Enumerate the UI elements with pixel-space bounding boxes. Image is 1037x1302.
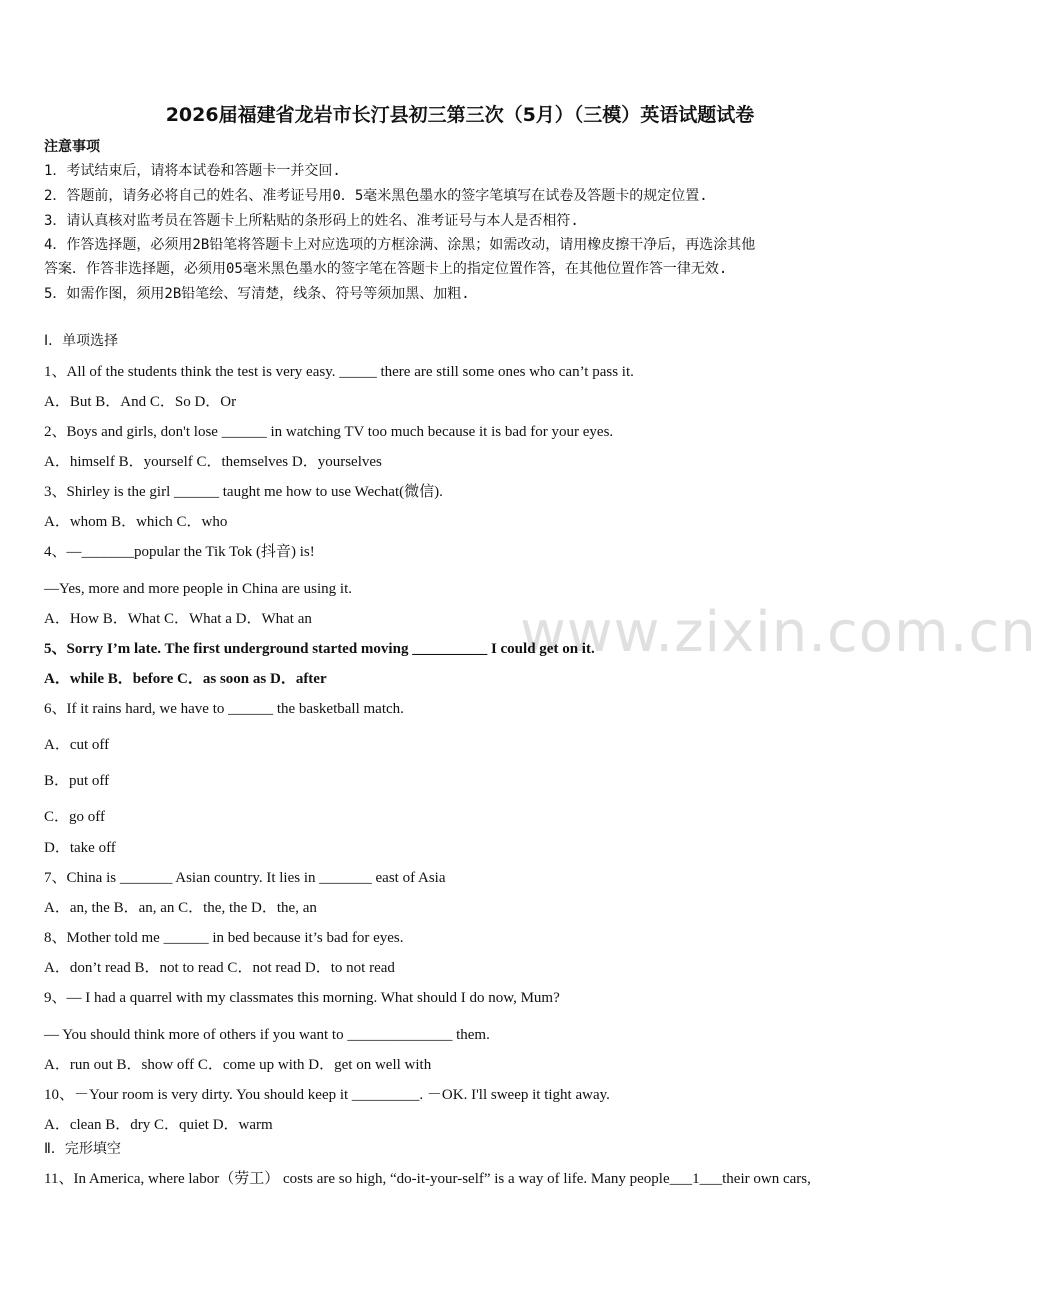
note-3: 3．请认真核对监考员在答题卡上所粘贴的条形码上的姓名、准考证号与本人是否相符. <box>44 213 579 229</box>
question-11: 11、In America, where labor（劳工） costs are so high, “do-it-your-self” is a way of life. Many people___1___their own cars, <box>44 1171 811 1187</box>
note-5: 5．如需作图，须用2B铅笔绘、写清楚，线条、符号等须加黑、加粗. <box>44 286 470 302</box>
page-title: 2026届福建省龙岩市长汀县初三第三次（5月）（三模）英语试题试卷 <box>165 104 755 126</box>
question-4-reply: —Yes, more and more people in China are using it. <box>44 581 353 597</box>
question-9: 9、— I had a quarrel with my classmates this morning. What should I do now, Mum? <box>44 990 560 1006</box>
question-3-options: A．whom B．which C．who <box>44 514 228 530</box>
section-1-heading: Ⅰ．单项选择 <box>44 333 119 349</box>
question-6: 6、If it rains hard, we have to ______ the basketball match. <box>44 701 404 717</box>
note-4b: 答案．作答非选择题，必须用05毫米黑色墨水的签字笔在答题卡上的指定位置作答，在其他位置作答一律无效. <box>44 261 728 277</box>
question-10: 10、－Your room is very dirty. You should keep it _________. －OK. I'll sweep it tight away. <box>44 1087 610 1103</box>
note-2: 2．答题前，请务必将自己的姓名、准考证号用0．5毫米黑色墨水的签字笔填写在试卷及答题卡的规定位置. <box>44 188 708 204</box>
question-6-option-b: B．put off <box>44 773 110 789</box>
question-9-options: A．run out B．show off C．come up with D．get on well with <box>44 1057 432 1073</box>
question-3: 3、Shirley is the girl ______ taught me how to use Wechat(微信). <box>44 484 443 500</box>
question-5: 5、Sorry I’m late. The first underground started moving __________ I could get on it. <box>44 641 595 657</box>
question-1: 1、All of the students think the test is very easy. _____ there are still some ones who can’t pass it. <box>44 364 634 380</box>
question-2-options: A．himself B．yourself C．themselves D．yourselves <box>44 454 382 470</box>
note-4a: 4．作答选择题，必须用2B铅笔将答题卡上对应选项的方框涂满、涂黑；如需改动，请用橡皮擦干净后，再选涂其他 <box>44 237 756 253</box>
question-6-option-d: D．take off <box>44 840 116 856</box>
question-6-option-c: C．go off <box>44 809 105 825</box>
question-2: 2、Boys and girls, don't lose ______ in watching TV too much because it is bad for your eyes. <box>44 424 614 440</box>
note-1: 1．考试结束后，请将本试卷和答题卡一并交回. <box>44 163 341 179</box>
question-5-options: A．while B．before C．as soon as D．after <box>44 671 327 687</box>
question-7-options: A．an, the B．an, an C．the, the D．the, an <box>44 900 317 916</box>
question-10-options: A．clean B．dry C．quiet D．warm <box>44 1117 273 1133</box>
watermark: www.zixin.com.cn <box>520 600 1037 665</box>
question-4-options: A．How B．What C．What a D．What an <box>44 611 312 627</box>
question-4: 4、—_______popular the Tik Tok (抖音) is! <box>44 544 315 560</box>
question-1-options: A．But B．And C．So D．Or <box>44 394 237 410</box>
section-2-heading: Ⅱ．完形填空 <box>44 1141 121 1157</box>
question-7: 7、China is _______ Asian country. It lies in _______ east of Asia <box>44 870 446 886</box>
question-8-options: A．don’t read B．not to read C．not read D．to not read <box>44 960 395 976</box>
question-9-reply: — You should think more of others if you want to ______________ them. <box>44 1027 490 1043</box>
notes-heading: 注意事项 <box>44 139 100 155</box>
question-8: 8、Mother told me ______ in bed because it’s bad for eyes. <box>44 930 404 946</box>
question-6-option-a: A．cut off <box>44 737 110 753</box>
